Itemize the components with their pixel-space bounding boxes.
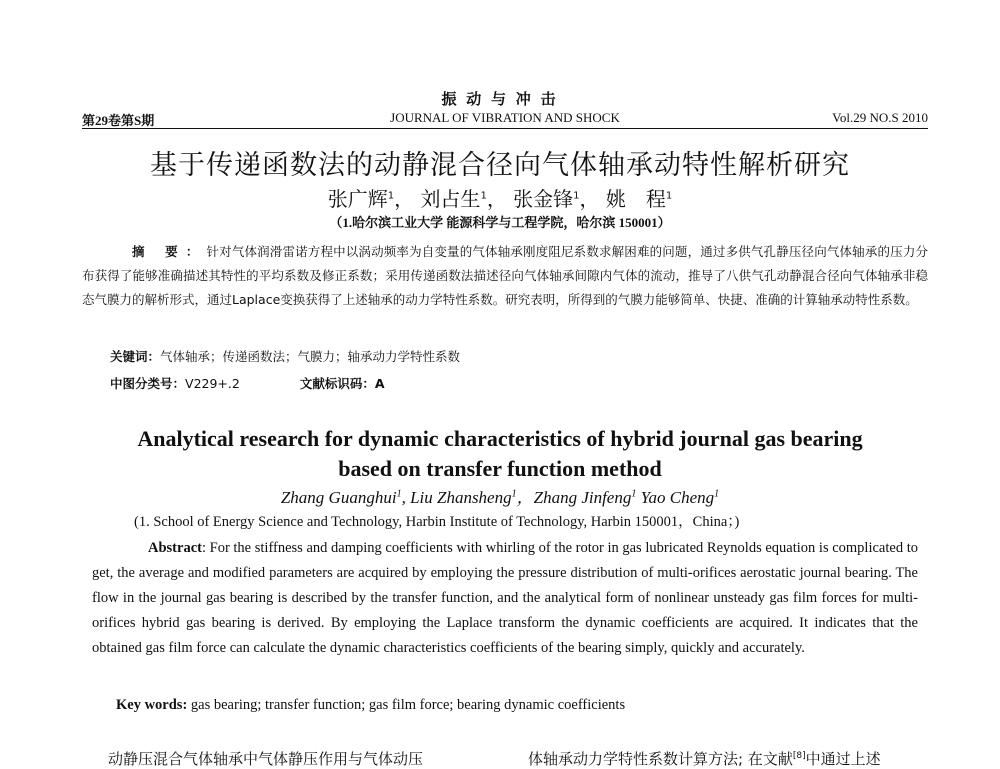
keywords-text-en: gas bearing; transfer function; gas film force; bearing dynamic coefficients	[187, 697, 626, 713]
keywords-en	[116, 697, 625, 714]
author-cn: 姚 程$^1$	[605, 187, 673, 211]
author-en: Yao Cheng$^1$	[640, 488, 720, 507]
docid-value: A	[374, 376, 385, 391]
affiliation-cn: （1.哈尔滨工业大学 能源科学与工程学院，哈尔滨 150001）	[329, 215, 671, 230]
body-text-peek	[108, 748, 928, 769]
author-en: Zhang Guanghui$^1$,	[280, 488, 411, 507]
clc-label: 中图分类号：	[110, 376, 186, 391]
authors-en	[0, 483, 1000, 508]
author-cn: 张广辉$^1$，	[327, 187, 415, 211]
clc-value: V229+.2	[185, 376, 240, 391]
running-header	[82, 110, 928, 128]
header-rule	[82, 128, 928, 129]
authors-cn	[0, 183, 1000, 212]
citation-ref: [8]	[792, 751, 806, 761]
paper-title-en-line1: Analytical research for dynamic characteristics of hybrid journal gas bearing	[137, 426, 863, 451]
paper-title-en-line2: based on transfer function method	[338, 456, 662, 481]
author-en: Zhang Jinfeng$^1$	[533, 488, 637, 507]
journal-name-cn: 振 动 与 冲 击	[441, 92, 559, 108]
journal-name-en: JOURNAL OF VIBRATION AND SHOCK	[390, 110, 620, 125]
keywords-cn	[110, 347, 460, 365]
paper-title-en	[0, 424, 1000, 484]
volume-en: Vol.29 NO.S 2010	[832, 110, 928, 125]
abstract-label-en: Abstract	[148, 540, 202, 556]
paper-title-cn: 基于传递函数法的动静混合径向气体轴承动特性解析研究	[150, 150, 850, 181]
abstract-label-cn: 摘 要：	[132, 244, 207, 259]
abstract-en	[92, 536, 918, 661]
author-en: Liu Zhansheng$^1$，	[410, 488, 534, 507]
issue-cn: 第29卷第S期	[82, 113, 155, 128]
keywords-text-cn: 气体轴承；传递函数法；气膜力；轴承动力学特性系数	[160, 349, 461, 364]
abstract-text-en: : For the stiffness and damping coefficients with whirling of the rotor in gas lubricated Reynolds equation is complicated to get, the average and modified parameters are acquired by employing the pressure distribution of multi-orifices aerostatic journal bearing. The flow in the journal gas bearing is described by the transfer function, and the analytical form of nonlinear unsteady gas film forces for multi-orifices hybrid gas bearing is derived. By employing the Laplace transform the dynamic coefficients are acquired. It indicates that the obtained gas film force can calculate the dynamic characteristics coefficients of the bearing simply, quickly and accurately.	[92, 540, 918, 656]
body-col2-start: 体轴承动力学特性系数计算方法; 在文献[8]中通过上述	[528, 750, 881, 768]
docid-label: 文献标识码：	[299, 376, 375, 391]
keywords-label-en: Key words:	[116, 697, 188, 713]
abstract-text-cn: 针对气体润滑雷诺方程中以涡动频率为自变量的气体轴承刚度阻尼系数求解困难的问题，通过多供气孔静压径向气体轴承的压力分布获得了能够准确描述其特性的平均系数及修正系数；采用传递函数法描述径向气体轴承间隙内气体的流动，推导了八供气孔动静混合径向气体轴承非稳态气膜力的解析形式，通过Laplace变换获得了上述轴承的动力学特性系数。研究表明，所得到的气膜力能够简单、快捷、准确的计算轴承动特性系数。	[82, 244, 928, 307]
classification-cn	[110, 374, 385, 392]
body-col1-start: 动静压混合气体轴承中气体静压作用与气体动压	[108, 750, 424, 768]
keywords-label-cn: 关键词：	[110, 349, 161, 364]
author-cn: 张金锋$^1$，	[513, 187, 600, 211]
abstract-cn	[82, 240, 928, 312]
author-cn: 刘占生$^1$，	[420, 187, 507, 211]
affiliation-en: (1. School of Energy Science and Technology, Harbin Institute of Technology, Harbin 150001，China；)	[134, 514, 740, 530]
